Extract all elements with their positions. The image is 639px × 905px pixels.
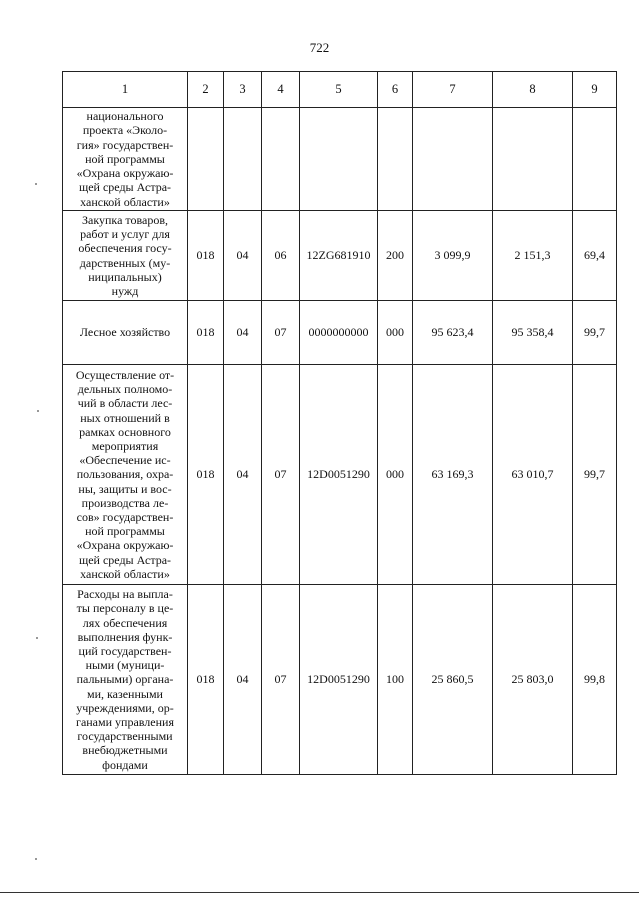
table-cell: 04 [224,365,262,585]
table-cell: 99,7 [573,365,617,585]
table-cell: 04 [224,211,262,301]
table-header-row [63,72,617,108]
table-row [63,211,617,301]
table-cell: 04 [224,301,262,365]
table-cell: 12D0051290 [300,365,378,585]
table-cell: 63 010,7 [493,365,573,585]
budget-table [62,71,617,775]
table-cell: 018 [188,301,224,365]
row-name-cell: национального проекта «Эколо- гия» государствен- ной программы «Охрана окружаю- щей среды Астра- ханской области» [63,108,188,211]
table-cell: 06 [262,211,300,301]
table-cell: 07 [262,585,300,775]
column-header: 1 [63,72,188,108]
table-cell: 12ZG681910 [300,211,378,301]
table-row [63,301,617,365]
table-cell [300,108,378,211]
table-row [63,585,617,775]
table-cell [493,108,573,211]
column-header: 8 [493,72,573,108]
scan-speck [35,858,37,860]
table-cell: 018 [188,211,224,301]
table-cell: 018 [188,365,224,585]
table-row [63,108,617,211]
table-cell: 99,7 [573,301,617,365]
table-cell: 07 [262,301,300,365]
table-cell: 000 [378,365,413,585]
table-cell: 04 [224,585,262,775]
table-cell [413,108,493,211]
table-cell: 200 [378,211,413,301]
scan-speck [35,183,37,185]
table-cell [224,108,262,211]
row-name-cell: Закупка товаров, работ и услуг для обеспечения госу- дарственных (му- ниципальных) нужд [63,211,188,301]
table-cell [262,108,300,211]
table-cell: 95 358,4 [493,301,573,365]
page-bottom-rule [0,892,639,893]
table-cell: 000 [378,301,413,365]
column-header: 4 [262,72,300,108]
row-name-cell: Осуществление от- дельных полномо- чий в области лес- ных отношений в рамках основного мероприятия «Обеспечение ис- пользования, охра- ны, защиты и вос- производства ле- сов» государствен- ной программы «Охрана окружаю- щей среды Астра- ханской области» [63,365,188,585]
column-header: 2 [188,72,224,108]
table-cell: 2 151,3 [493,211,573,301]
table-cell: 69,4 [573,211,617,301]
table-cell [573,108,617,211]
table-cell: 0000000000 [300,301,378,365]
table-cell: 3 099,9 [413,211,493,301]
table-cell [378,108,413,211]
row-name-cell: Лесное хозяйство [63,301,188,365]
table-cell: 12D0051290 [300,585,378,775]
column-header: 3 [224,72,262,108]
table-cell: 100 [378,585,413,775]
table-cell [188,108,224,211]
scan-speck [37,410,39,412]
scan-speck [36,637,38,639]
page-number: 722 [309,40,330,55]
column-header: 9 [573,72,617,108]
table-cell: 63 169,3 [413,365,493,585]
row-name-cell: Расходы на выпла- ты персоналу в це- лях обеспечения выполнения функ- ций государствен- ными (муници- пальными) органа- ми, казенными учреждениями, ор- ганами управления государственными внебюджетными фондами [63,585,188,775]
table-cell: 07 [262,365,300,585]
table-cell: 25 803,0 [493,585,573,775]
column-header: 7 [413,72,493,108]
table-cell: 99,8 [573,585,617,775]
table-row [63,365,617,585]
column-header: 6 [378,72,413,108]
column-header: 5 [300,72,378,108]
table-cell: 25 860,5 [413,585,493,775]
table-cell: 018 [188,585,224,775]
table-cell: 95 623,4 [413,301,493,365]
